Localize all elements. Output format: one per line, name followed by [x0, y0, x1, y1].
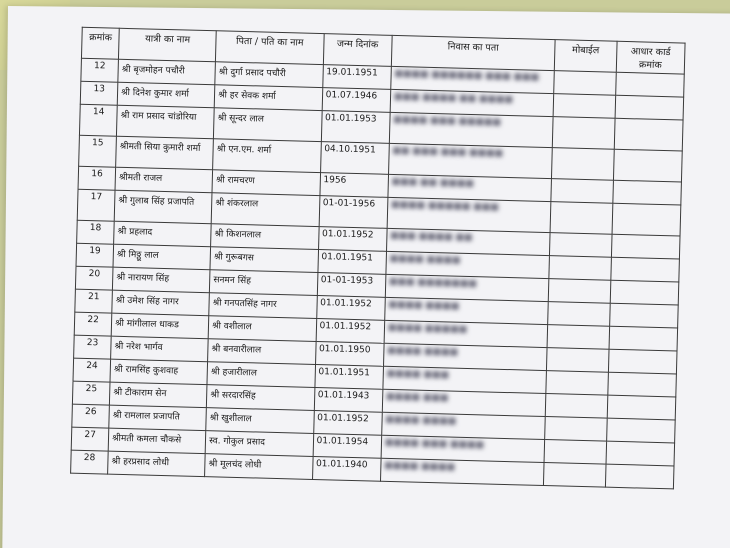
serial-cell: 14: [79, 104, 117, 136]
serial-cell: 28: [71, 450, 109, 474]
mobile-cell: [549, 256, 612, 281]
name-cell: श्री हरप्रसाद लोधी: [108, 451, 206, 477]
mobile-cell: [551, 179, 614, 204]
serial-cell: 21: [75, 289, 113, 313]
aadhaar-cell: [610, 280, 679, 305]
father-name-cell: श्री हर सेवक शर्मा: [214, 85, 322, 111]
mobile-cell: [544, 417, 607, 442]
name-cell: श्री गुलाब सिंह प्रजापति: [114, 190, 212, 224]
address-cell: ■■■■ ■■■ ■■■■: [381, 435, 545, 462]
name-cell: श्री रामसिंह कुशवाह: [110, 359, 208, 385]
dob-cell: 01.01.1952: [316, 296, 385, 321]
header-aadhaar: आधार कार्ड क्रमांक: [616, 41, 685, 74]
address-cell: ■■■ ■■ ■■■■: [388, 174, 552, 201]
serial-cell: 13: [80, 81, 118, 105]
aadhaar-cell: [609, 326, 678, 351]
aadhaar-cell: [607, 395, 676, 420]
father-name-cell: श्री शंकरलाल: [211, 193, 319, 227]
dob-cell: 19.01.1951: [322, 65, 391, 90]
mobile-cell: [545, 394, 608, 419]
aadhaar-cell: [606, 441, 675, 466]
serial-cell: 20: [75, 266, 113, 290]
dob-cell: 01-01-1953: [317, 273, 386, 298]
name-cell: श्री प्रहलाद: [114, 221, 212, 247]
mobile-cell: [547, 325, 610, 350]
address-cell: ■■■■ ■■■■: [384, 297, 548, 324]
dob-cell: 01.01.1940: [312, 456, 381, 481]
header-name: यात्री का नाम: [119, 28, 217, 62]
address-cell: ■■■■ ■■■■: [380, 458, 544, 485]
address-cell: ■■■■ ■■■ ■■■■■: [389, 112, 553, 147]
dob-cell: 01.01.1952: [313, 410, 382, 435]
dob-cell: 01.01.1950: [315, 342, 384, 367]
father-name-cell: श्री हजारीलाल: [207, 362, 315, 388]
dob-cell: 01.01.1951: [318, 250, 387, 275]
header-serial: क्रमांक: [81, 27, 119, 59]
mobile-cell: [553, 94, 616, 119]
dob-cell: 01.01.1954: [313, 433, 382, 458]
name-cell: श्री दिनेश कुमार शर्मा: [117, 82, 215, 108]
name-cell: श्री नारायण सिंह: [113, 267, 211, 293]
name-cell: श्रीमती सिया कुमारी शर्मा: [116, 136, 214, 170]
aadhaar-cell: [608, 349, 677, 374]
dob-cell: 01-01-1956: [319, 196, 388, 229]
serial-cell: 15: [79, 135, 117, 167]
name-cell: श्री मिठ्ठू लाल: [113, 244, 211, 270]
father-name-cell: श्री वशीलाल: [208, 316, 316, 342]
mobile-cell: [543, 463, 606, 488]
address-cell: ■■■■ ■■■■■■ ■■■ ■■■: [390, 66, 554, 93]
father-name-cell: श्री दुर्गा प्रसाद पचौरी: [215, 62, 323, 88]
aadhaar-cell: [605, 464, 674, 489]
serial-cell: 22: [74, 312, 112, 336]
father-name-cell: सनमन सिंह: [210, 270, 318, 296]
address-cell: ■■ ■■■ ■■■ ■■■■: [388, 143, 552, 178]
father-name-cell: श्री खुशीलाल: [206, 408, 314, 434]
dob-cell: 01.01.1952: [318, 227, 387, 252]
name-cell: श्री नरेश भार्गव: [111, 336, 209, 362]
father-name-cell: श्री मूलचंद लोधी: [205, 454, 313, 480]
address-cell: ■■■ ■■■■ ■■: [386, 228, 550, 255]
serial-cell: 12: [81, 58, 119, 82]
aadhaar-cell: [608, 372, 677, 397]
address-cell: ■■■■ ■■■: [382, 389, 546, 416]
father-name-cell: श्री रामचरण: [212, 170, 320, 196]
mobile-cell: [546, 348, 609, 373]
address-cell: ■■■■ ■■■■■ ■■■: [387, 197, 551, 232]
aadhaar-cell: [611, 234, 680, 259]
mobile-cell: [546, 371, 609, 396]
address-cell: ■■■■ ■■■: [383, 366, 547, 393]
mobile-cell: [549, 233, 612, 258]
aadhaar-cell: [609, 303, 678, 328]
aadhaar-cell: [615, 72, 684, 97]
dob-cell: 01.01.1953: [321, 111, 390, 144]
father-name-cell: श्री किशनलाल: [211, 224, 319, 250]
serial-cell: 27: [71, 427, 109, 451]
header-address: निवास का पता: [391, 35, 555, 70]
address-cell: ■■■■ ■■■■: [383, 343, 547, 370]
address-cell: ■■■■ ■■■■: [381, 412, 545, 439]
dob-cell: 01.07.1946: [322, 88, 391, 113]
father-name-cell: श्री सून्दर लाल: [214, 108, 322, 142]
header-dob: जन्म दिनांक: [323, 34, 392, 67]
serial-cell: 24: [73, 358, 111, 382]
father-name-cell: श्री गनपतसिंह नागर: [209, 293, 317, 319]
father-name-cell: श्री एन.एम. शर्मा: [213, 139, 321, 173]
father-name-cell: श्री सरदारसिंह: [207, 385, 315, 411]
address-cell: ■■■■ ■■■■: [386, 251, 550, 278]
dob-cell: 01.01.1952: [316, 319, 385, 344]
serial-cell: 18: [77, 220, 115, 244]
father-name-cell: श्री बनवारीलाल: [208, 339, 316, 365]
name-cell: श्री उमेश सिंह नागर: [112, 290, 210, 316]
dob-cell: 1956: [320, 173, 389, 198]
aadhaar-cell: [613, 149, 682, 182]
aadhaar-cell: [614, 118, 683, 151]
name-cell: श्री मांगीलाल धाकड: [111, 313, 209, 339]
mobile-cell: [551, 148, 614, 181]
dob-cell: 01.01.1951: [315, 364, 384, 389]
mobile-cell: [544, 440, 607, 465]
name-cell: श्रीमती कमला चौकसे: [108, 428, 206, 454]
serial-cell: 23: [74, 335, 112, 359]
address-cell: ■■■ ■■■■■■■: [385, 274, 549, 301]
name-cell: श्री बृजमोहन पचौरी: [118, 59, 216, 85]
mobile-cell: [547, 302, 610, 327]
name-cell: श्री टीकाराम सेन: [110, 382, 208, 408]
address-cell: ■■■ ■■■■ ■■ ■■■■: [390, 89, 554, 116]
serial-cell: 26: [72, 404, 110, 428]
paper-sheet: [2, 6, 730, 548]
serial-cell: 19: [76, 243, 114, 267]
mobile-cell: [550, 202, 613, 235]
name-cell: श्रीमती राजल: [115, 167, 213, 193]
mobile-cell: [554, 71, 617, 96]
father-name-cell: स्व. गोकुल प्रसाद: [205, 431, 313, 457]
name-cell: श्री राम प्रसाद चांडोरिया: [117, 105, 215, 139]
header-father: पिता / पति का नाम: [216, 31, 324, 65]
serial-cell: 17: [77, 189, 115, 221]
aadhaar-cell: [613, 180, 682, 205]
father-name-cell: श्री गुरूबगस: [210, 247, 318, 273]
aadhaar-cell: [606, 418, 675, 443]
mobile-cell: [548, 279, 611, 304]
name-cell: श्री रामलाल प्रजापति: [109, 405, 207, 431]
mobile-cell: [552, 117, 615, 150]
serial-cell: 25: [72, 381, 110, 405]
dob-cell: 04.10.1951: [320, 142, 389, 175]
dob-cell: 01.01.1943: [314, 387, 383, 412]
aadhaar-cell: [611, 257, 680, 282]
aadhaar-cell: [615, 95, 684, 120]
header-mobile: मोबाईल: [554, 40, 617, 73]
address-cell: ■■■■ ■■■■■: [384, 320, 548, 347]
aadhaar-cell: [612, 203, 681, 236]
passenger-table: [70, 27, 685, 490]
serial-cell: 16: [78, 166, 116, 190]
